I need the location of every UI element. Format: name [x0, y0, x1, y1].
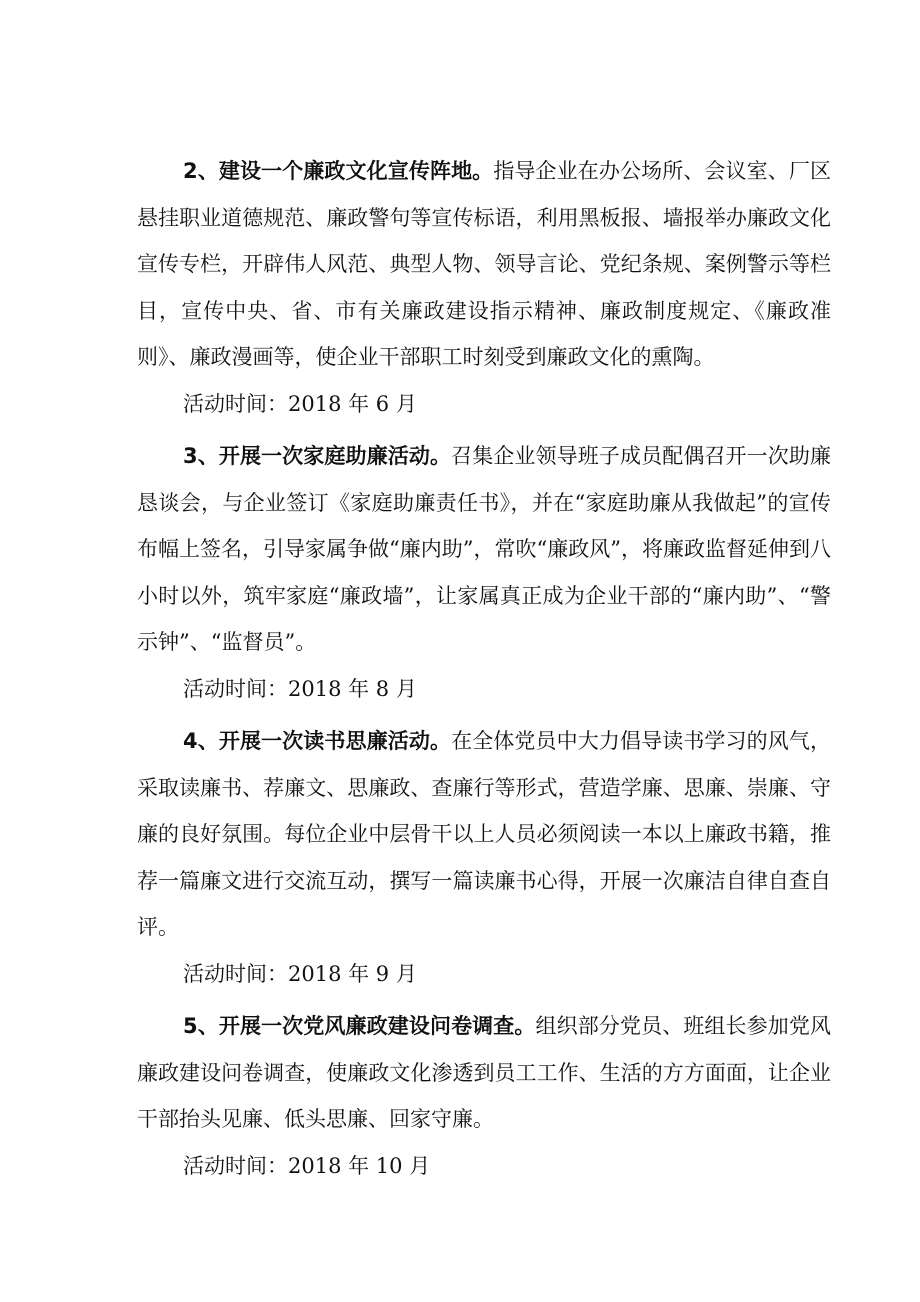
section-5-body: 组织部分党员、班组长参加党风廉政建设问卷调查，使廉政文化渗透到员工工作、生活的方方面面，让企业干部抬头见廉、低头思廉、回家守廉。 [137, 1014, 831, 1131]
section-2-paragraph [137, 148, 831, 381]
section-4-body: 在全体党员中大力倡导读书学习的风气，采取读廉书、荐廉文、思廉政、查廉行等形式，营造学廉、思廉、崇廉、守廉的良好氛围。每位企业中层骨干以上人员必须阅读一本以上廉政书籍，推荐一篇廉文进行交流互动，撰写一篇读廉书心得，开展一次廉洁自律自查自评。 [137, 729, 831, 939]
section-3-paragraph [137, 433, 831, 666]
section-4-heading: 4、开展一次读书思廉活动。 [183, 729, 452, 753]
document-body [137, 148, 831, 1195]
section-3-body: 召集企业领导班子成员配偶召开一次助廉恳谈会，与企业签订《家庭助廉责任书》，并在“家庭助廉从我做起”的宣传布幅上签名，引导家属争做“廉内助”，常吹“廉政风”，将廉政监督延伸到八小时以外，筑牢家庭“廉政墙”，让家属真正成为企业干部的“廉内助”、“警示钟”、“监督员”。 [137, 444, 831, 654]
section-5-heading: 5、开展一次党风廉政建设问卷调查。 [183, 1014, 536, 1038]
section-2-body: 指导企业在办公场所、会议室、厂区悬挂职业道德规范、廉政警句等宣传标语，利用黑板报、墙报举办廉政文化宣传专栏，开辟伟人风范、典型人物、领导言论、党纪条规、案例警示等栏目，宣传中央、省、市有关廉政建设指示精神、廉政制度规定、《廉政准则》、廉政漫画等，使企业干部职工时刻受到廉政文化的熏陶。 [137, 159, 831, 369]
section-2-heading: 2、建设一个廉政文化宣传阵地。 [183, 159, 494, 183]
section-3-time: 活动时间：2018 年 8 月 [183, 676, 417, 701]
section-4-time: 活动时间：2018 年 9 月 [183, 961, 417, 986]
section-5-paragraph [137, 1003, 831, 1143]
section-3-heading: 3、开展一次家庭助廉活动。 [183, 444, 452, 468]
section-4-paragraph [137, 718, 831, 951]
section-5-time: 活动时间：2018 年 10 月 [183, 1153, 431, 1178]
section-2-time: 活动时间：2018 年 6 月 [183, 391, 417, 416]
